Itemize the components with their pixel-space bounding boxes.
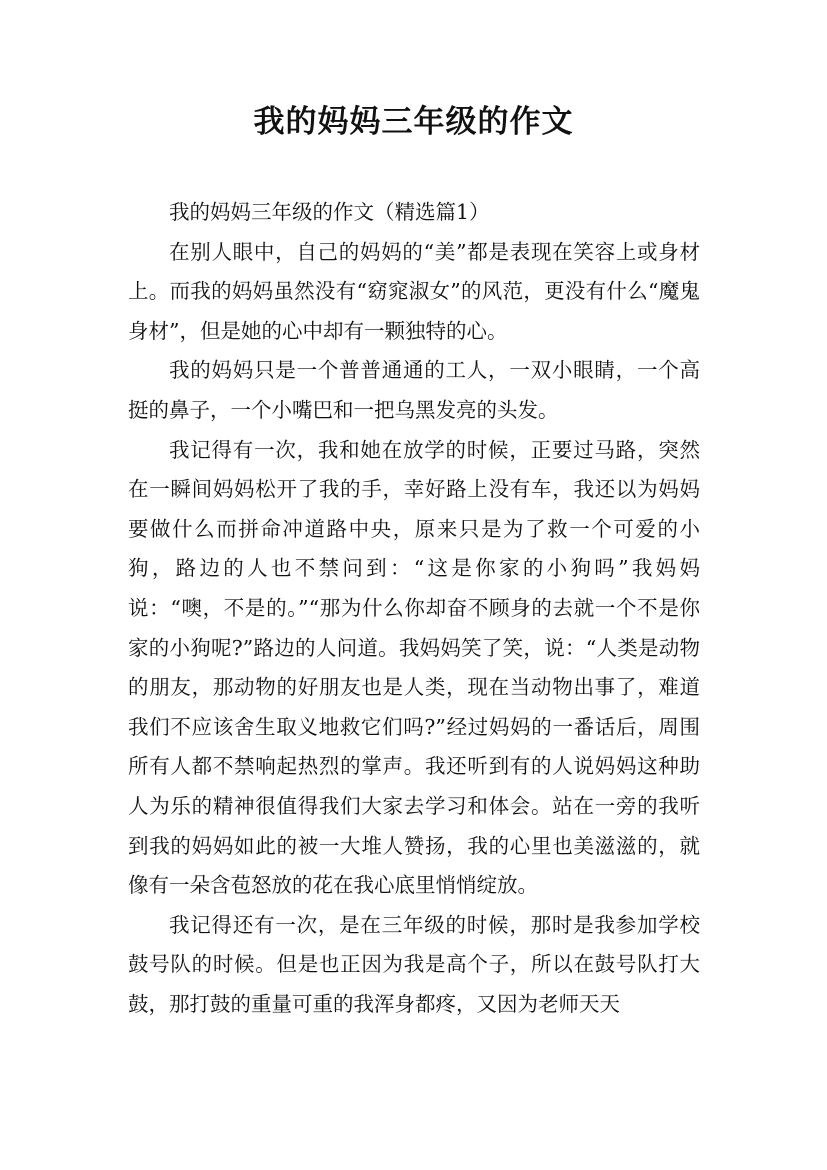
paragraph: 在别人眼中，自己的妈妈的“美”都是表现在笑容上或身材上。而我的妈妈虽然没有“窈窕淑女”的风范，更没有什么“魔鬼身材”，但是她的心中却有一颗独特的心。: [128, 239, 700, 343]
subtitle-paragraph: 我的妈妈三年级的作文（精选篇1）: [169, 200, 490, 224]
document-title: 我的妈妈三年级的作文: [253, 104, 574, 140]
document-body: [128, 193, 700, 1024]
paragraph: 我记得还有一次，是在三年级的时候，那时是我参加学校鼓号队的时候。但是也正因为我是高个子，所以在鼓号队打大鼓，那打鼓的重量可重的我浑身都疼，又因为老师天天: [128, 912, 700, 1016]
paragraph: 我的妈妈只是一个普普通通的工人，一双小眼睛，一个高挺的鼻子，一个小嘴巴和一把乌黑发亮的头发。: [128, 358, 700, 422]
paragraph: 我记得有一次，我和她在放学的时候，正要过马路，突然在一瞬间妈妈松开了我的手，幸好路上没有车，我还以为妈妈要做什么而拼命冲道路中央，原来只是为了救一个可爱的小狗，路边的人也不禁问到：“这是你家的小狗吗”我妈妈说：“噢，不是的。”“那为什么你却奋不顾身的去就一个不是你家的小狗呢?”路边的人问道。我妈妈笑了笑，说：“人类是动物的朋友，那动物的好朋友也是人类，现在当动物出事了，难道我们不应该舍生取义地救它们吗?”经过妈妈的一番话后，周围所有人都不禁响起热烈的掌声。我还听到有的人说妈妈这种助人为乐的精神很值得我们大家去学习和体会。站在一旁的我听到我的妈妈如此的被一大堆人赞扬，我的心里也美滋滋的，就像有一朵含苞怒放的花在我心底里悄悄绽放。: [128, 437, 700, 898]
